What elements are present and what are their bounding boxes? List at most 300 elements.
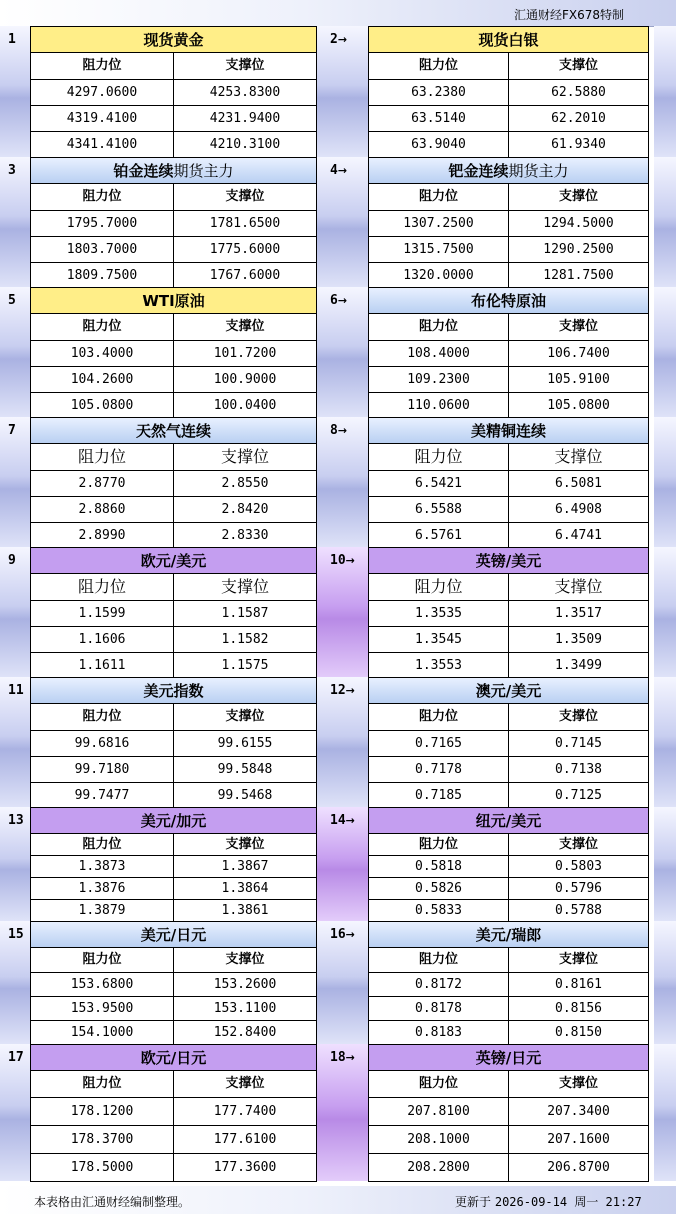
support-value: 4253.8300 <box>173 80 316 105</box>
level-row <box>369 1126 648 1154</box>
panel-title <box>369 678 648 704</box>
support-value: 207.1600 <box>508 1126 648 1153</box>
level-row <box>31 783 316 809</box>
panel-number <box>8 293 16 308</box>
panel-title-text: 美元/瑞郎 <box>475 926 542 944</box>
level-row <box>369 341 648 367</box>
column-header-row <box>31 53 316 80</box>
column-header-row <box>369 184 648 211</box>
rate-panel <box>30 921 317 1045</box>
support-header: 支撑位 <box>508 314 648 340</box>
level-row <box>369 367 648 393</box>
panel-title <box>369 27 648 53</box>
panel-title <box>31 922 316 948</box>
level-row <box>31 1021 316 1045</box>
panel-number-text: 7 <box>8 423 16 438</box>
panel-title-text: 铂金连续 <box>113 162 174 180</box>
resistance-header: 阻力位 <box>77 577 126 596</box>
level-row <box>31 211 316 237</box>
panel-title-text: 美元/日元 <box>140 926 207 944</box>
resistance-value: 178.5000 <box>70 1160 134 1175</box>
arrow-right-icon: → <box>345 684 355 697</box>
panel-title <box>31 418 316 444</box>
resistance-header: 阻力位 <box>414 447 463 466</box>
resistance-value: 63.2380 <box>411 85 466 100</box>
resistance-value: 1795.7000 <box>66 216 138 231</box>
support-value: 1.1587 <box>173 601 316 626</box>
panel-title-text: 欧元/日元 <box>140 1049 207 1067</box>
support-value: 101.7200 <box>173 341 316 366</box>
update-value: 2026-09-14 周一 21:27 <box>494 1195 642 1209</box>
panel-title <box>31 808 316 834</box>
support-value: 61.9340 <box>508 132 648 158</box>
panel-title-text: 美精铜连续 <box>470 422 546 440</box>
column-header-row <box>369 704 648 731</box>
level-row <box>31 1098 316 1126</box>
arrow-right-icon: → <box>337 33 348 46</box>
row-stripe-right <box>654 26 676 158</box>
panel-title-text: 英镑/日元 <box>475 1049 542 1067</box>
rate-panel <box>368 677 649 809</box>
level-row <box>369 731 648 757</box>
arrow-right-icon: → <box>345 1051 355 1064</box>
level-row <box>31 757 316 783</box>
support-value: 1781.6500 <box>173 211 316 236</box>
support-header: 支撑位 <box>508 184 648 210</box>
resistance-value: 99.7180 <box>74 762 130 777</box>
resistance-value: 104.2600 <box>70 372 134 387</box>
panel-title-text: 美元/加元 <box>140 812 207 830</box>
support-value: 0.7125 <box>508 783 648 809</box>
panel-number-text: 5 <box>8 293 16 308</box>
support-value: 99.6155 <box>173 731 316 756</box>
level-row <box>369 973 648 997</box>
level-row <box>369 757 648 783</box>
footer-note: 本表格由汇通财经编制整理。 <box>34 1195 191 1209</box>
footer-bar <box>0 1186 676 1214</box>
level-row <box>31 341 316 367</box>
resistance-value: 6.5761 <box>415 528 462 543</box>
resistance-value: 1320.0000 <box>403 268 474 283</box>
panel-number-text: 15 <box>8 927 24 942</box>
resistance-value: 1.3545 <box>415 632 462 647</box>
support-value: 105.9100 <box>508 367 648 392</box>
row-stripe-right <box>654 1044 676 1182</box>
rate-panel <box>30 26 317 158</box>
row-stripe-right <box>654 417 676 549</box>
panel-number-text: 10 <box>330 553 346 568</box>
level-row <box>31 997 316 1021</box>
update-time <box>455 1193 642 1210</box>
column-header-row <box>31 1071 316 1098</box>
level-row <box>369 263 648 289</box>
support-value: 1.1575 <box>173 653 316 679</box>
arrow-right-icon: → <box>337 424 348 437</box>
support-header: 支撑位 <box>173 834 316 855</box>
panel-number <box>8 423 16 438</box>
level-row <box>369 997 648 1021</box>
level-row <box>31 973 316 997</box>
support-value: 152.8400 <box>173 1021 316 1045</box>
support-header: 支撑位 <box>173 948 316 972</box>
resistance-value: 109.2300 <box>407 372 470 387</box>
level-row <box>369 601 648 627</box>
level-row <box>31 900 316 922</box>
level-row <box>31 263 316 289</box>
update-label: 更新于 <box>455 1195 492 1209</box>
resistance-header: 阻力位 <box>418 189 458 204</box>
rate-panel <box>368 417 649 549</box>
level-row <box>369 237 648 263</box>
support-header: 支撑位 <box>508 1071 648 1097</box>
level-row <box>369 1021 648 1045</box>
resistance-header: 阻力位 <box>418 1076 458 1091</box>
level-row <box>31 132 316 158</box>
level-row <box>31 1154 316 1182</box>
panel-number-text: 1 <box>8 32 16 47</box>
panel-title-text: 布伦特原油 <box>470 292 546 310</box>
level-row <box>369 471 648 497</box>
panel-title <box>31 1045 316 1071</box>
resistance-header: 阻力位 <box>82 58 122 73</box>
resistance-header: 阻力位 <box>82 709 122 724</box>
resistance-value: 1.3535 <box>415 606 462 621</box>
support-header: 支撑位 <box>508 574 648 600</box>
panel-title-text: 澳元/美元 <box>475 682 542 700</box>
level-row <box>31 471 316 497</box>
level-row <box>31 393 316 419</box>
arrow-right-icon: → <box>337 164 348 177</box>
resistance-value: 1809.7500 <box>66 268 138 283</box>
support-value: 0.8156 <box>508 997 648 1020</box>
resistance-value: 208.1000 <box>407 1132 470 1147</box>
resistance-value: 1.3873 <box>78 859 126 874</box>
panel-title-text: 钯金连续 <box>448 162 509 180</box>
panel-title <box>369 922 648 948</box>
resistance-value: 1.3553 <box>415 658 462 673</box>
level-row <box>369 878 648 900</box>
level-row <box>369 497 648 523</box>
support-header: 支撑位 <box>508 444 648 470</box>
rate-panel <box>30 417 317 549</box>
resistance-value: 4341.4100 <box>66 137 138 152</box>
support-value: 6.4908 <box>508 497 648 522</box>
panel-title <box>369 548 648 574</box>
resistance-header: 阻力位 <box>82 952 122 967</box>
support-value: 4231.9400 <box>173 106 316 131</box>
panel-number-text: 8 <box>330 423 338 438</box>
level-row <box>369 211 648 237</box>
resistance-value: 0.5826 <box>415 881 462 896</box>
resistance-value: 99.6816 <box>74 736 130 751</box>
resistance-value: 154.1000 <box>70 1025 134 1040</box>
panel-title-text: 天然气连续 <box>135 422 211 440</box>
resistance-header: 阻力位 <box>414 577 463 596</box>
resistance-value: 153.6800 <box>70 977 134 992</box>
level-row <box>31 601 316 627</box>
arrow-right-icon: → <box>345 928 355 941</box>
row-stripe-right <box>654 157 676 289</box>
resistance-value: 1803.7000 <box>66 242 138 257</box>
support-value: 62.5880 <box>508 80 648 105</box>
panel-title <box>31 678 316 704</box>
panel-number <box>330 683 355 698</box>
level-row <box>369 523 648 549</box>
resistance-value: 63.5140 <box>411 111 466 126</box>
support-value: 99.5468 <box>173 783 316 809</box>
support-value: 4210.3100 <box>173 132 316 158</box>
support-value: 1.3864 <box>173 878 316 899</box>
panel-title-text: 纽元/美元 <box>475 812 542 830</box>
panel-title-text: 现货黄金 <box>143 31 204 49</box>
support-value: 1281.7500 <box>508 263 648 289</box>
support-value: 177.7400 <box>173 1098 316 1125</box>
arrow-right-icon: → <box>345 814 355 827</box>
support-value: 99.5848 <box>173 757 316 782</box>
rate-panel <box>368 921 649 1045</box>
panel-number-text: 18 <box>330 1050 346 1065</box>
support-header: 支撑位 <box>173 184 316 210</box>
resistance-value: 1.3879 <box>78 903 126 918</box>
rate-panel <box>368 547 649 679</box>
resistance-header: 阻力位 <box>418 709 458 724</box>
support-value: 62.2010 <box>508 106 648 131</box>
sheet-title: 汇通财经FX678特制 <box>513 8 624 22</box>
column-header-row <box>31 704 316 731</box>
resistance-value: 2.8860 <box>78 502 126 517</box>
resistance-value: 105.0800 <box>70 398 134 413</box>
support-value: 1290.2500 <box>508 237 648 262</box>
resistance-value: 4319.4100 <box>66 111 138 126</box>
support-value: 0.5788 <box>508 900 648 922</box>
panel-title <box>369 808 648 834</box>
panel-number <box>330 927 355 942</box>
resistance-value: 153.9500 <box>70 1001 134 1016</box>
panel-number-text: 13 <box>8 813 24 828</box>
column-header-row <box>369 948 648 973</box>
support-header: 支撑位 <box>173 704 316 730</box>
support-value: 2.8420 <box>173 497 316 522</box>
resistance-value: 6.5421 <box>415 476 462 491</box>
row-stripe-right <box>654 287 676 419</box>
resistance-value: 63.9040 <box>411 137 466 152</box>
panel-title <box>31 548 316 574</box>
support-value: 1.1582 <box>173 627 316 652</box>
resistance-header: 阻力位 <box>82 189 122 204</box>
panel-title <box>369 288 648 314</box>
panel-number <box>8 163 16 178</box>
support-value: 1775.6000 <box>173 237 316 262</box>
column-header-row <box>369 53 648 80</box>
level-row <box>369 783 648 809</box>
panel-number <box>8 1050 24 1065</box>
support-value: 100.0400 <box>173 393 316 419</box>
rate-panel <box>30 1044 317 1182</box>
panel-number-text: 16 <box>330 927 346 942</box>
title-bar <box>0 0 676 27</box>
panel-number <box>330 813 355 828</box>
support-value: 1.3499 <box>508 653 648 679</box>
panel-number <box>330 1050 355 1065</box>
support-value: 1294.5000 <box>508 211 648 236</box>
rate-panel <box>30 287 317 419</box>
resistance-value: 103.4000 <box>70 346 134 361</box>
column-header-row <box>31 314 316 341</box>
level-row <box>31 237 316 263</box>
level-row <box>369 900 648 922</box>
level-row <box>31 80 316 106</box>
support-value: 1.3509 <box>508 627 648 652</box>
level-row <box>31 106 316 132</box>
panel-number-text: 12 <box>330 683 346 698</box>
resistance-value: 1.1606 <box>78 632 126 647</box>
resistance-value: 0.5833 <box>415 903 462 918</box>
panel-number-text: 14 <box>330 813 346 828</box>
support-value: 0.7145 <box>508 731 648 756</box>
column-header-row <box>369 834 648 856</box>
rate-panel <box>30 547 317 679</box>
support-value: 206.8700 <box>508 1154 648 1182</box>
panel-number <box>330 553 355 568</box>
resistance-header: 阻力位 <box>82 319 122 334</box>
panel-number-text: 6 <box>330 293 338 308</box>
support-value: 106.7400 <box>508 341 648 366</box>
support-value: 177.3600 <box>173 1154 316 1182</box>
level-row <box>31 731 316 757</box>
support-value: 1.3867 <box>173 856 316 877</box>
level-row <box>369 80 648 106</box>
rate-panel <box>368 26 649 158</box>
level-row <box>31 497 316 523</box>
resistance-value: 178.1200 <box>70 1104 134 1119</box>
panel-number-text: 3 <box>8 163 16 178</box>
resistance-value: 108.4000 <box>407 346 470 361</box>
support-value: 207.3400 <box>508 1098 648 1125</box>
rate-panel <box>368 287 649 419</box>
support-value: 153.2600 <box>173 973 316 996</box>
support-value: 6.4741 <box>508 523 648 549</box>
resistance-header: 阻力位 <box>418 952 458 967</box>
panel-number <box>330 423 347 438</box>
support-value: 0.8150 <box>508 1021 648 1045</box>
panel-title <box>31 158 316 184</box>
resistance-header: 阻力位 <box>418 837 458 852</box>
resistance-header: 阻力位 <box>418 58 458 73</box>
support-value: 100.9000 <box>173 367 316 392</box>
resistance-value: 99.7477 <box>74 788 130 803</box>
row-stripe-right <box>654 547 676 679</box>
level-row <box>369 132 648 158</box>
row-stripe-right <box>654 677 676 809</box>
resistance-value: 207.8100 <box>407 1104 470 1119</box>
support-value: 1.3861 <box>173 900 316 922</box>
rate-panel <box>30 677 317 809</box>
level-row <box>31 1126 316 1154</box>
support-value: 1767.6000 <box>173 263 316 289</box>
resistance-header: 阻力位 <box>418 319 458 334</box>
support-header: 支撑位 <box>508 704 648 730</box>
panel-title-text: 现货白银 <box>478 31 539 49</box>
resistance-header: 阻力位 <box>82 1076 122 1091</box>
level-row <box>369 856 648 878</box>
resistance-value: 0.5818 <box>415 859 462 874</box>
resistance-header: 阻力位 <box>77 447 126 466</box>
panel-number-text: 9 <box>8 553 16 568</box>
resistance-value: 2.8990 <box>78 528 126 543</box>
level-row <box>369 1154 648 1182</box>
panel-number <box>8 683 24 698</box>
support-header: 支撑位 <box>173 574 316 600</box>
resistance-value: 0.7185 <box>415 788 462 803</box>
level-row <box>369 653 648 679</box>
panel-title <box>31 288 316 314</box>
support-value: 1.3517 <box>508 601 648 626</box>
resistance-value: 0.8172 <box>415 977 462 992</box>
resistance-value: 208.2800 <box>407 1160 470 1175</box>
level-row <box>31 523 316 549</box>
panel-title <box>369 158 648 184</box>
panel-title-suffix: 期货主力 <box>508 162 569 180</box>
support-value: 0.5796 <box>508 878 648 899</box>
level-row <box>369 1098 648 1126</box>
support-value: 0.5803 <box>508 856 648 877</box>
resistance-value: 0.7178 <box>415 762 462 777</box>
panel-number <box>8 32 16 47</box>
resistance-value: 1.1611 <box>78 658 126 673</box>
rate-panel <box>368 807 649 922</box>
panel-number <box>330 293 347 308</box>
resistance-value: 2.8770 <box>78 476 126 491</box>
support-value: 177.6100 <box>173 1126 316 1153</box>
panel-number-text: 2 <box>330 32 338 47</box>
support-header: 支撑位 <box>173 314 316 340</box>
support-value: 0.7138 <box>508 757 648 782</box>
panel-number <box>330 163 347 178</box>
panel-number <box>8 553 16 568</box>
support-header: 支撑位 <box>508 834 648 855</box>
level-row <box>31 653 316 679</box>
resistance-value: 178.3700 <box>70 1132 134 1147</box>
panel-title-text: 欧元/美元 <box>140 552 207 570</box>
resistance-value: 1.3876 <box>78 881 126 896</box>
panel-number-text: 4 <box>330 163 338 178</box>
panel-number <box>8 813 24 828</box>
resistance-value: 0.7165 <box>415 736 462 751</box>
panel-title <box>369 1045 648 1071</box>
row-stripe-right <box>654 807 676 922</box>
row-stripe-right <box>654 921 676 1045</box>
column-header-row <box>369 314 648 341</box>
panel-number-text: 17 <box>8 1050 24 1065</box>
panel-title-text: 英镑/美元 <box>475 552 542 570</box>
resistance-header: 阻力位 <box>82 837 122 852</box>
support-header: 支撑位 <box>508 53 648 79</box>
panel-title-text: WTI原油 <box>142 292 205 310</box>
rate-panel <box>368 157 649 289</box>
panel-number-text: 11 <box>8 683 24 698</box>
support-value: 2.8550 <box>173 471 316 496</box>
resistance-value: 0.8183 <box>415 1025 462 1040</box>
resistance-value: 1307.2500 <box>403 216 474 231</box>
support-value: 2.8330 <box>173 523 316 549</box>
rate-panel <box>30 807 317 922</box>
resistance-value: 110.0600 <box>407 398 470 413</box>
resistance-value: 4297.0600 <box>66 85 138 100</box>
rate-panel <box>368 1044 649 1182</box>
support-header: 支撑位 <box>173 444 316 470</box>
rate-panel <box>30 157 317 289</box>
resistance-value: 6.5588 <box>415 502 462 517</box>
